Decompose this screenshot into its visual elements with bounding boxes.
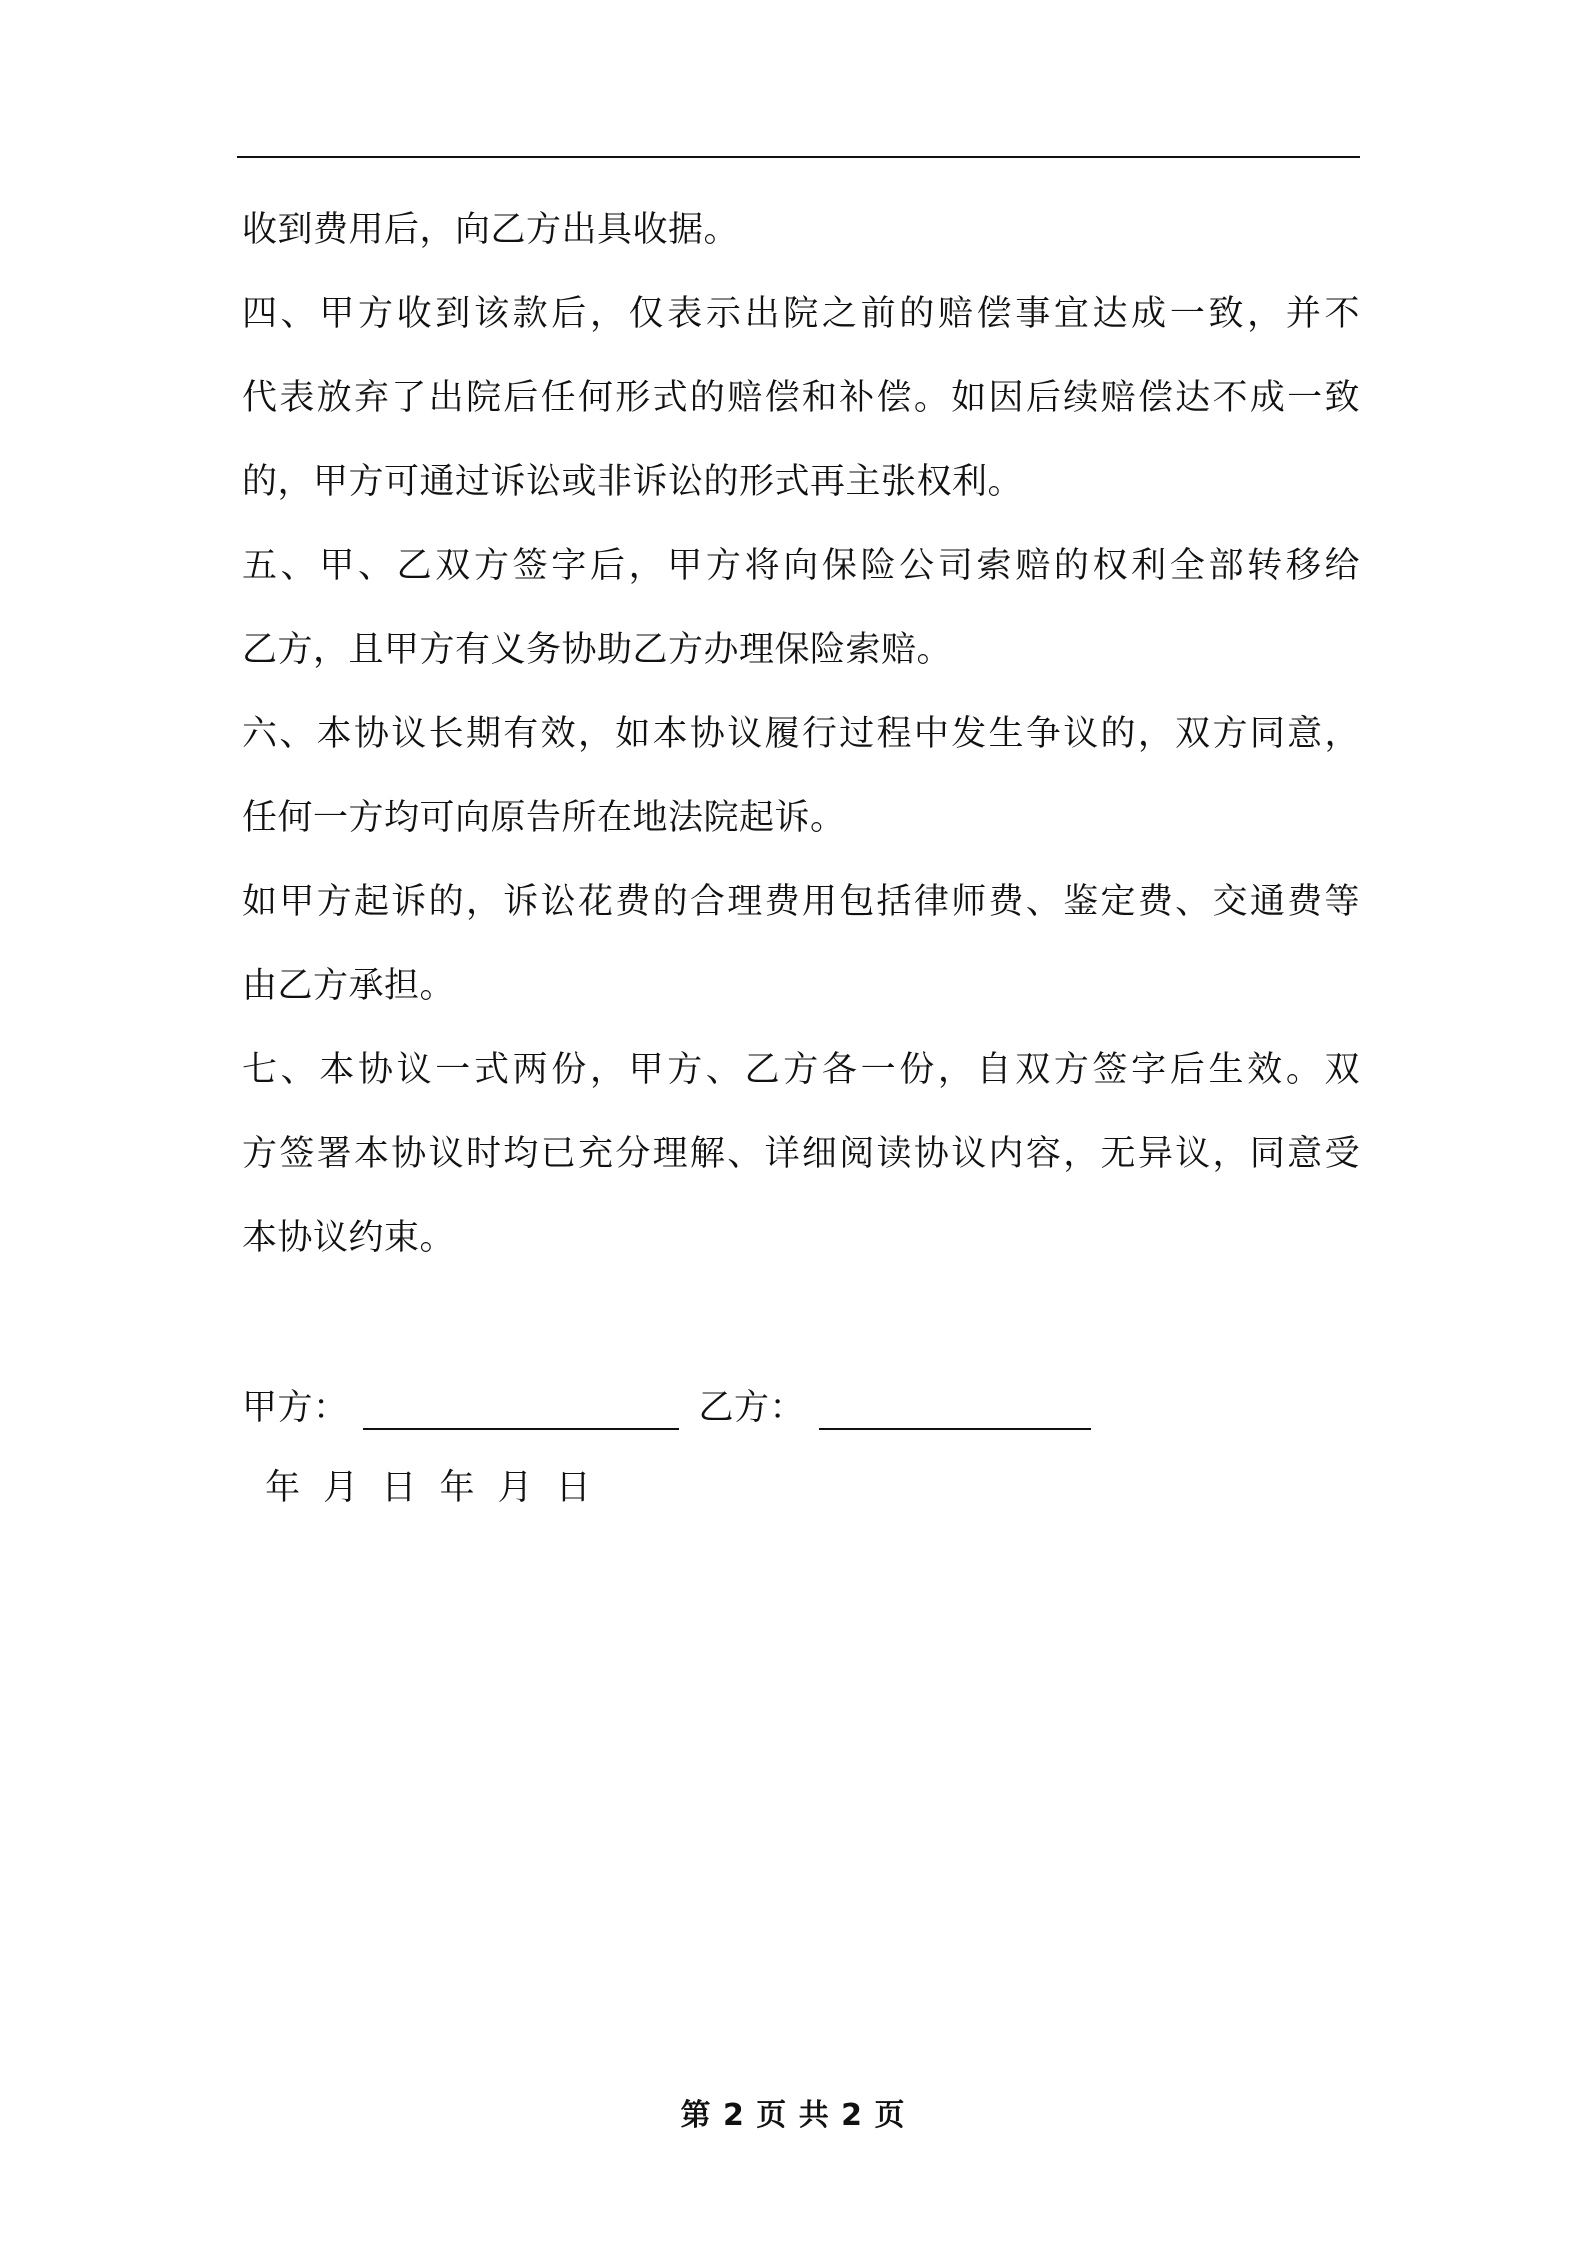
- signature-row: [242, 1386, 1360, 1430]
- header-rule: [237, 156, 1360, 158]
- body-line-1: 收到费用后，向乙方出具收据。: [242, 210, 740, 250]
- page-footer: 第 2 页 共 2 页: [680, 2098, 906, 2133]
- body-line-13: 本协议约束。: [242, 1218, 456, 1258]
- party-a-label: 甲方：: [242, 1388, 349, 1428]
- party-a-signature-blank: [363, 1392, 679, 1430]
- body-line-5: 五、甲、乙双方签字后，甲方将向保险公司索赔的权利全部转移给: [242, 546, 1360, 586]
- body-line-8: 任何一方均可向原告所在地法院起诉。: [242, 798, 846, 838]
- body-line-4: 的，甲方可通过诉讼或非诉讼的形式再主张权利。: [242, 462, 1024, 502]
- body-line-2: 四、甲方收到该款后，仅表示出院之前的赔偿事宜达成一致，并不: [242, 294, 1360, 334]
- party-b-signature-blank: [819, 1392, 1091, 1430]
- signature-date-line: 年 月 日 年 月 日: [248, 1468, 597, 1508]
- body-line-12: 方签署本协议时均已充分理解、详细阅读协议内容，无异议，同意受: [242, 1134, 1360, 1174]
- body-line-7: 六、本协议长期有效，如本协议履行过程中发生争议的，双方同意，: [242, 714, 1360, 754]
- body-line-11: 七、本协议一式两份，甲方、乙方各一份，自双方签字后生效。双: [242, 1050, 1360, 1090]
- body-line-3: 代表放弃了出院后任何形式的赔偿和补偿。如因后续赔偿达不成一致: [242, 378, 1360, 418]
- party-b-label: 乙方：: [698, 1388, 806, 1428]
- body-line-9: 如甲方起诉的，诉讼花费的合理费用包括律师费、鉴定费、交通费等: [242, 882, 1360, 922]
- body-line-10: 由乙方承担。: [242, 966, 456, 1006]
- body-line-6: 乙方，且甲方有义务协助乙方办理保险索赔。: [242, 630, 953, 670]
